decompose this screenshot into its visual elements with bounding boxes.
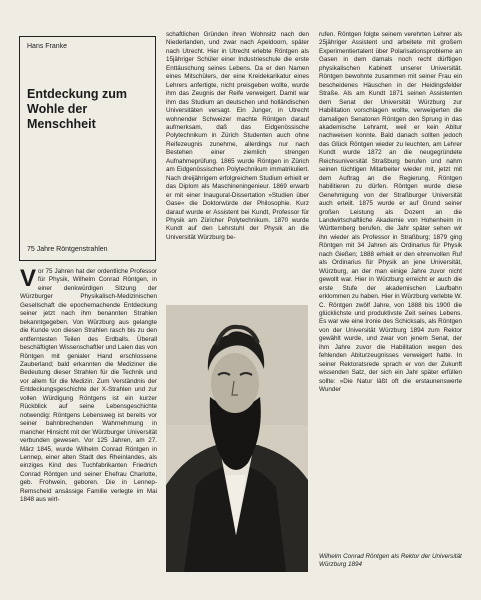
photo-caption: Wilhelm Conrad Röntgen als Rektor der Universität Würzburg 1894 xyxy=(319,553,462,569)
drop-cap: V xyxy=(20,268,37,292)
column-3-text: rufen. Röntgen folgte seinem verehrten Lehrer als 25jähriger Assistent und arbeitete mit großem Experimentiertalent über Polarisationsprobleme an Gasen in dem damals noch recht dürftigen physikalischen Kabinett unserer Universität. Röntgen bewohnte zusammen mit seiner Frau ein bescheidenes Häuschen in der Heidingsfelder Straße. Als am Kundt 1871 seinen Assistenten dem Senat der Universität Würzburg zur Habilitation vorschlagen wollte, verweigerten die damaligen Senatoren Röntgen den Sprung in das akademische Lehramt, weil er kein Abitur nachweisen konnte. Bald danach sollten jedoch das Glück Röntgen wieder zu leuchten, am Lehrer Kundt wurde 1872 an die neugegründete Reichsuniversität Straßburg berufen und nahm seinen tüchtigen Mitarbeiter wieder mit, jetzt mit dem Auftrag an die Regierung, Röntgen habilitieren zu dürfen. Röntgen wurde diese Genehmigung von der Straßburger Universität auch erteilt. 1875 wurde er auf Grund seiner großen Leistung als Dozent an die Landwirtschaftliche Akademie von Hohenheim in Württemberg berufen, die Jahr später sehen wir ihn wieder als Professor in Straßburg; 1879 ging Röntgen mit 34 Jahren als Ordinarius für Physik nach Gießen; 1888 erhielt er den ehrenvollen Ruf als Ordinarius für Physik an jene Universität, Würzburg, an der man einige Jahre zuvor nicht gewollt war. Hier in Würzburg erreicht er auch die erste Stufe der akademischen Laufbahn erklommen zu haben. Hier in Würzburg verlebte W. C. Röntgen zwölf Jahre, von 1888 bis 1900 die glücklichste und produktivste Zeit seines Lebens. Es war wie eine Ironie des Schicksals, als Röntgen von der Universität Würzburg 1894 zum Rektor gewählt wurde, und zwar von jenem Senat, der ihm Jahre zuvor die Habilitation wegen des fehlenden Abiturzeugnisses verweigert hatte. In seiner Rektoratsrede sprach er von der Zukunft wissenden Satz, der sich ein Jahr später erfüllen sollte: »Die Natur läßt oft die erstaunenswerte Wunder xyxy=(319,31,462,394)
title-box xyxy=(19,36,156,261)
column-2-text: schaftlichen Gründen ihren Wohnsitz nach den Niederlanden, und zwar nach Apeldoorn, später nach Utrecht. Hier in Utrecht erlebte Röntgen als 15jähriger Schüler einer Industrieschule die erste Enttäuschung seines Lebens. Da er den Namen eines Mitschülers, der eine Kreidekarikatur eines Lehrers anfertigte, nicht preisgeben wollte, wurde ihm das Zeugnis der Reife verweigert. Damit war ihm das Studium an deutschen und holländischen Universitäten versagt. Ein Junger, in Utrecht wohnender Schweizer machte Röntgen darauf aufmerksam, daß das Eidgenössische Polytechnikum in Zürich Studenten auch ohne Reifezeugnis zunehme, allerdings nur nach Bestehen einer ziemlich strengen Aufnahmeprüfung. 1865 wurde Röntgen in Zürich am Eidgenössischen Polytechnikum immatrikuliert. Nach dreijährigem erfolgreichem Studium erhielt er das Diplom als Maschineningenieur. 1869 erwarb er mit einer Inaugural-Dissertation »Studien über Gase« die Doktorwürde der Philosophie. Kurz darauf wurde er Assistent bei Kundt, Professor für Physik am Züricher Polytechnikum. 1870 wurde Kundt auf den Lehrstuhl der Physik an die Universität Würzburg be- xyxy=(166,31,309,241)
author-name: Hans Franke xyxy=(27,43,68,50)
column-1-text: or 75 Jahren hat der ordentliche Professor für Physik, Wilhelm Conrad Röntgen, in einer denkwürdigen Sitzung der Würzburger Physikalisch-Medizinischen Gesellschaft die epochemachende Entdeckung seiner jetzt nach ihm benannten Strahlen bekanntgegeben. Von Würzburg aus gelangte die Kunde von diesen Strahlen rasch bis zu den entferntesten Teilen des Erdballs. Überall beschäftigten Wissenschaftler und Laien das von Röntgen mit genialer Hand erschlossene Zauberland; bald erkannten die Mediziner die Bedeutung dieser Strahlen für die Technik und vor allem für die Medizin. Zum Verständnis der Entdeckungsgeschichte der X-Strahlen und zur vollen Würdigung Röntgens ist ein kurzer Rückblick auf seine Lebensgeschichte notwendig: Röntgens Lebensweg ist bereits vor seiner bahnbrechenden Wahrnehmung in mancher Hinsicht mit der Würzburger Universität verbunden gewesen. Vor 125 Jahren, am 27. März 1845, wurde Wilhelm Conrad Röntgen in Lennep, einer alten Stadt des Rheinlandes, als einziges Kind des Tuchfabrikanten Friedrich Conrad Röntgen und seiner Ehefrau Charlotte, geb. Frohwein, geboren. Die in Lennep-Remscheid ansässige Familie verlegte im Mai 1848 aus wirt- xyxy=(20,268,157,504)
text-column-1 xyxy=(20,268,157,590)
portrait-photo xyxy=(166,305,308,572)
article-title: Entdeckung zum Wohle der Menschheit xyxy=(27,87,128,131)
text-column-3 xyxy=(319,31,462,521)
article-subtitle: 75 Jahre Röntgenstrahlen xyxy=(27,246,108,253)
portrait-illustration xyxy=(166,305,308,572)
